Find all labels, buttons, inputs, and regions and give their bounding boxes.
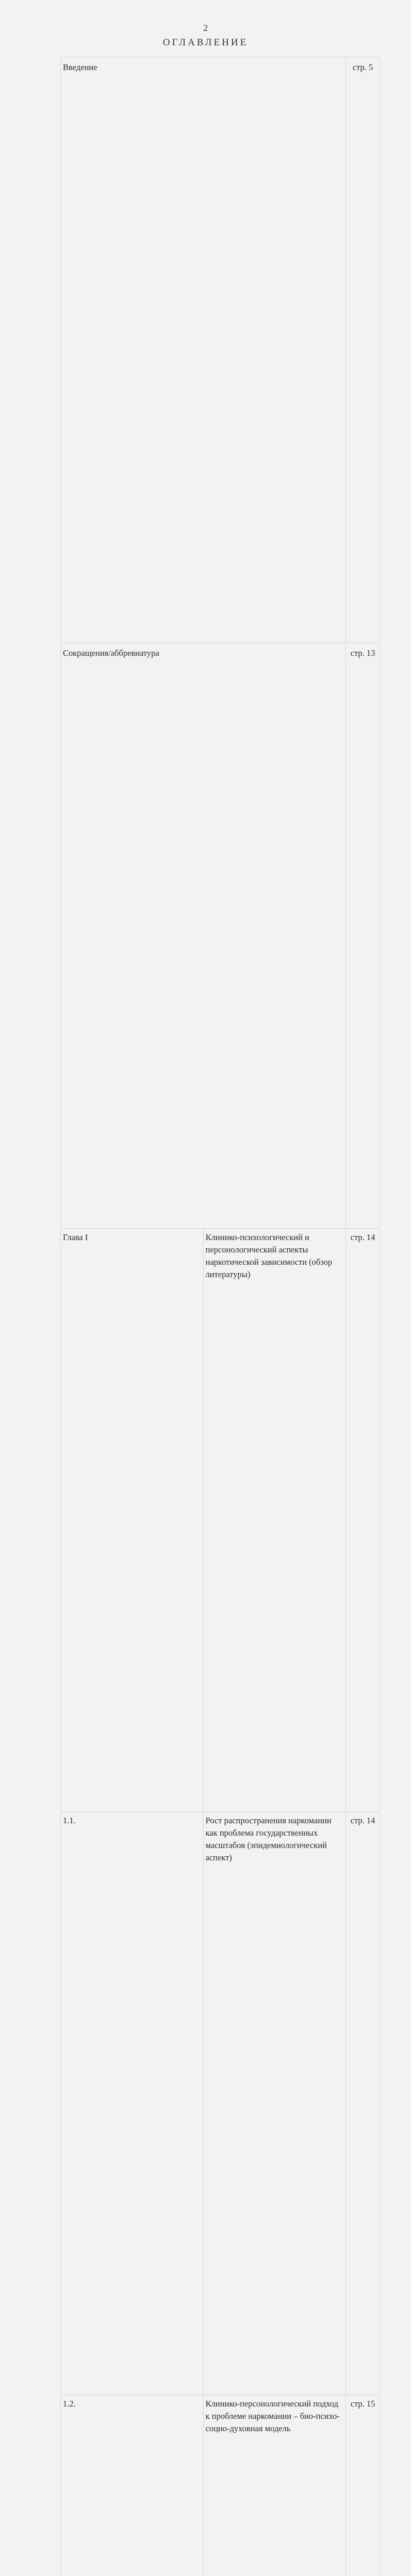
toc-row <box>61 1229 380 1812</box>
toc-entry-page: стр. 5 <box>346 57 380 643</box>
toc-entry-title: Сокращения/аббревиатура <box>61 643 346 1229</box>
toc-entry-number: 1.2. <box>61 2395 204 2576</box>
toc-entry-title: Клинико-персонологический подход к проблеме наркомании – био-психо-социо-духовная модель <box>203 2395 346 2576</box>
page-title: ОГЛАВЛЕНИЕ <box>0 37 411 48</box>
toc-entry-number: 1.1. <box>61 1812 204 2395</box>
toc-row <box>61 643 380 1229</box>
table-of-contents <box>60 57 380 2576</box>
toc-entry-number: Глава I <box>61 1229 204 1812</box>
toc-entry-title: Рост распространения наркомании как проблема государственных масштабов (эпидемиологический аспект) <box>203 1812 346 2395</box>
toc-entry-page: стр. 13 <box>346 643 380 1229</box>
toc-row <box>61 1812 380 2395</box>
toc-entry-page: стр. 14 <box>346 1229 380 1812</box>
document-page <box>0 0 411 577</box>
toc-row <box>61 2395 380 2576</box>
toc-row <box>61 57 380 643</box>
toc-entry-page: стр. 14 <box>346 1812 380 2395</box>
page-number: 2 <box>0 23 411 33</box>
toc-entry-title: Клинико-психологический и персонологический аспекты наркотической зависимости (обзор литературы) <box>203 1229 346 1812</box>
toc-entry-title: Введение <box>61 57 346 643</box>
toc-entry-page: стр. 15 <box>346 2395 380 2576</box>
